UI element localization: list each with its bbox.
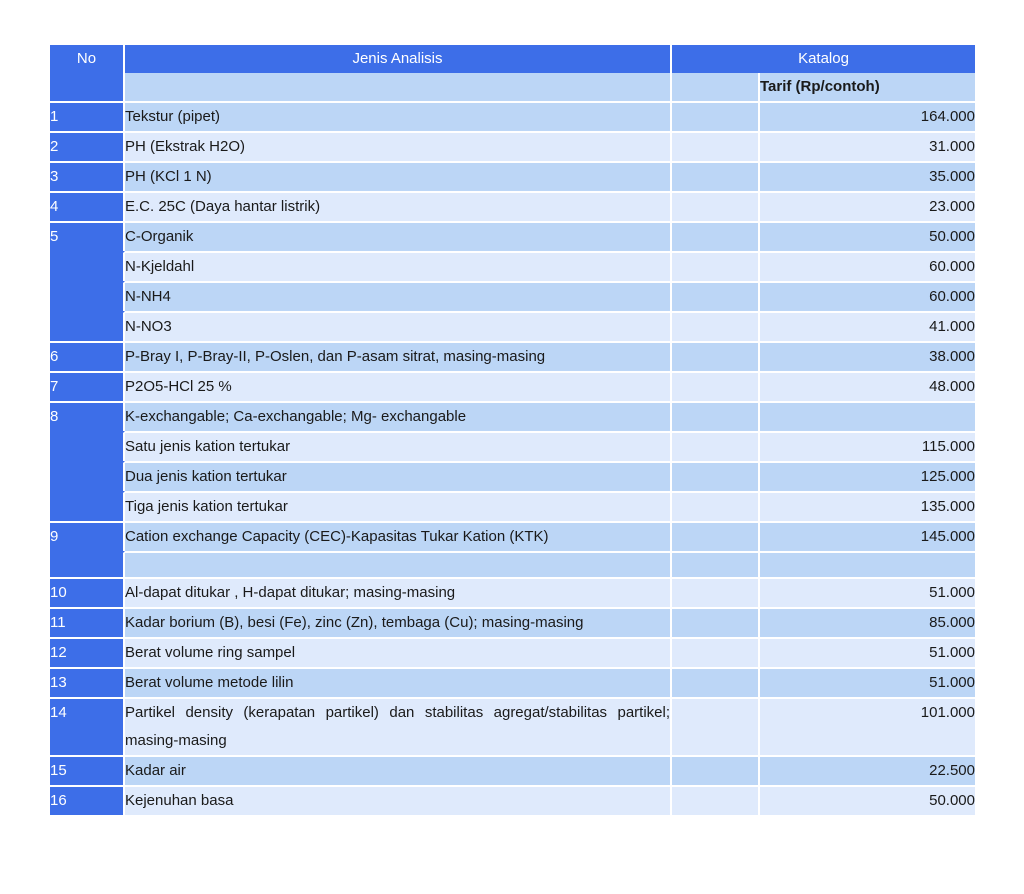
- table-row: [50, 755, 975, 785]
- row-tarif: 60.000: [760, 251, 975, 281]
- row-no: 2: [50, 131, 125, 161]
- row-spacer: [672, 755, 760, 785]
- row-tarif: 50.000: [760, 221, 975, 251]
- row-no: 11: [50, 607, 125, 637]
- row-jenis-analisis: PH (Ekstrak H2O): [125, 131, 672, 161]
- row-no: 13: [50, 667, 125, 697]
- table-row: [50, 161, 975, 191]
- row-tarif: 51.000: [760, 637, 975, 667]
- row-spacer: [672, 101, 760, 131]
- row-spacer: [672, 311, 760, 341]
- row-tarif: 85.000: [760, 607, 975, 637]
- row-jenis-analisis: Kadar air: [125, 755, 672, 785]
- row-tarif: 23.000: [760, 191, 975, 221]
- row-spacer: [672, 697, 760, 755]
- row-tarif: 101.000: [760, 697, 975, 755]
- row-no: [50, 251, 125, 281]
- spacer-cell: [50, 551, 125, 577]
- row-jenis-analisis: Tiga jenis kation tertukar: [125, 491, 672, 521]
- row-no: 12: [50, 637, 125, 667]
- row-spacer: [672, 401, 760, 431]
- row-spacer: [672, 341, 760, 371]
- table-row: [50, 637, 975, 667]
- row-tarif: 115.000: [760, 431, 975, 461]
- subheader-no-cell: [50, 73, 125, 101]
- table-row: [50, 667, 975, 697]
- row-tarif: 38.000: [760, 341, 975, 371]
- subheader-row: [50, 73, 975, 101]
- row-jenis-analisis: Cation exchange Capacity (CEC)-Kapasitas Tukar Kation (KTK): [125, 521, 672, 551]
- row-tarif: 50.000: [760, 785, 975, 815]
- row-tarif: 51.000: [760, 577, 975, 607]
- row-tarif: [760, 401, 975, 431]
- row-tarif: 22.500: [760, 755, 975, 785]
- row-jenis-analisis: N-NH4: [125, 281, 672, 311]
- row-jenis-analisis: Kejenuhan basa: [125, 785, 672, 815]
- row-spacer: [672, 521, 760, 551]
- row-jenis-analisis: Berat volume ring sampel: [125, 637, 672, 667]
- table-row: [50, 131, 975, 161]
- table-body: [50, 101, 975, 815]
- row-jenis-analisis: N-NO3: [125, 311, 672, 341]
- row-spacer: [672, 491, 760, 521]
- row-no: [50, 311, 125, 341]
- table-row: [50, 607, 975, 637]
- row-spacer: [672, 667, 760, 697]
- row-no: 6: [50, 341, 125, 371]
- row-no: 9: [50, 521, 125, 551]
- table-row: [50, 431, 975, 461]
- row-jenis-analisis: K-exchangable; Ca-exchangable; Mg- exchangable: [125, 401, 672, 431]
- row-jenis-analisis: E.C. 25C (Daya hantar listrik): [125, 191, 672, 221]
- header-no: No: [50, 45, 125, 73]
- row-spacer: [672, 577, 760, 607]
- row-jenis-analisis: Dua jenis kation tertukar: [125, 461, 672, 491]
- row-jenis-analisis: Tekstur (pipet): [125, 101, 672, 131]
- row-no: 5: [50, 221, 125, 251]
- row-no: 3: [50, 161, 125, 191]
- row-no: 1: [50, 101, 125, 131]
- row-no: [50, 431, 125, 461]
- spacer-cell: [125, 551, 672, 577]
- spacer-cell: [672, 551, 760, 577]
- table-row: [50, 697, 975, 755]
- table-row: [50, 491, 975, 521]
- tariff-table: [50, 45, 975, 815]
- header-tarif: Tarif (Rp/contoh): [760, 73, 975, 101]
- row-no: [50, 461, 125, 491]
- row-tarif: 125.000: [760, 461, 975, 491]
- row-spacer: [672, 607, 760, 637]
- row-tarif: 31.000: [760, 131, 975, 161]
- row-spacer: [672, 461, 760, 491]
- row-jenis-analisis: Kadar borium (B), besi (Fe), zinc (Zn), tembaga (Cu); masing-masing: [125, 607, 672, 637]
- row-jenis-analisis: Al-dapat ditukar , H-dapat ditukar; masing-masing: [125, 577, 672, 607]
- spacer-cell: [760, 551, 975, 577]
- row-tarif: 48.000: [760, 371, 975, 401]
- row-jenis-analisis: Partikel density (kerapatan partikel) dan stabilitas agregat/stabilitas partikel; masing-masing: [125, 697, 672, 755]
- row-spacer: [672, 431, 760, 461]
- row-no: 10: [50, 577, 125, 607]
- table-row: [50, 311, 975, 341]
- row-tarif: 135.000: [760, 491, 975, 521]
- row-no: [50, 281, 125, 311]
- row-jenis-analisis: PH (KCl 1 N): [125, 161, 672, 191]
- row-tarif: 164.000: [760, 101, 975, 131]
- row-spacer: [672, 161, 760, 191]
- row-tarif: 35.000: [760, 161, 975, 191]
- table-row-spacer: [50, 551, 975, 577]
- row-jenis-analisis: N-Kjeldahl: [125, 251, 672, 281]
- row-spacer: [672, 637, 760, 667]
- table-row: [50, 577, 975, 607]
- row-spacer: [672, 251, 760, 281]
- table-row: [50, 191, 975, 221]
- row-tarif: 60.000: [760, 281, 975, 311]
- row-no: 4: [50, 191, 125, 221]
- row-jenis-analisis: Satu jenis kation tertukar: [125, 431, 672, 461]
- table-row: [50, 281, 975, 311]
- header-jenis-analisis: Jenis Analisis: [125, 45, 672, 73]
- header-katalog: Katalog: [672, 45, 975, 73]
- row-spacer: [672, 371, 760, 401]
- table-row: [50, 251, 975, 281]
- row-no: 14: [50, 697, 125, 755]
- row-jenis-analisis: Berat volume metode lilin: [125, 667, 672, 697]
- row-tarif: 145.000: [760, 521, 975, 551]
- row-no: 15: [50, 755, 125, 785]
- table-row: [50, 341, 975, 371]
- row-spacer: [672, 131, 760, 161]
- row-no: 16: [50, 785, 125, 815]
- row-spacer: [672, 785, 760, 815]
- row-tarif: 41.000: [760, 311, 975, 341]
- row-no: [50, 491, 125, 521]
- header-row: [50, 45, 975, 73]
- table-row: [50, 371, 975, 401]
- row-spacer: [672, 281, 760, 311]
- table-row: [50, 521, 975, 551]
- row-no: 7: [50, 371, 125, 401]
- table-row: [50, 461, 975, 491]
- table-row: [50, 221, 975, 251]
- table-row: [50, 785, 975, 815]
- row-jenis-analisis: P2O5-HCl 25 %: [125, 371, 672, 401]
- row-spacer: [672, 191, 760, 221]
- row-spacer: [672, 221, 760, 251]
- table-row: [50, 401, 975, 431]
- row-jenis-analisis: C-Organik: [125, 221, 672, 251]
- subheader-gap-cell: [672, 73, 760, 101]
- row-tarif: 51.000: [760, 667, 975, 697]
- table-row: [50, 101, 975, 131]
- subheader-jenis-cell: [125, 73, 672, 101]
- row-no: 8: [50, 401, 125, 431]
- row-jenis-analisis: P-Bray I, P-Bray-II, P-Oslen, dan P-asam sitrat, masing-masing: [125, 341, 672, 371]
